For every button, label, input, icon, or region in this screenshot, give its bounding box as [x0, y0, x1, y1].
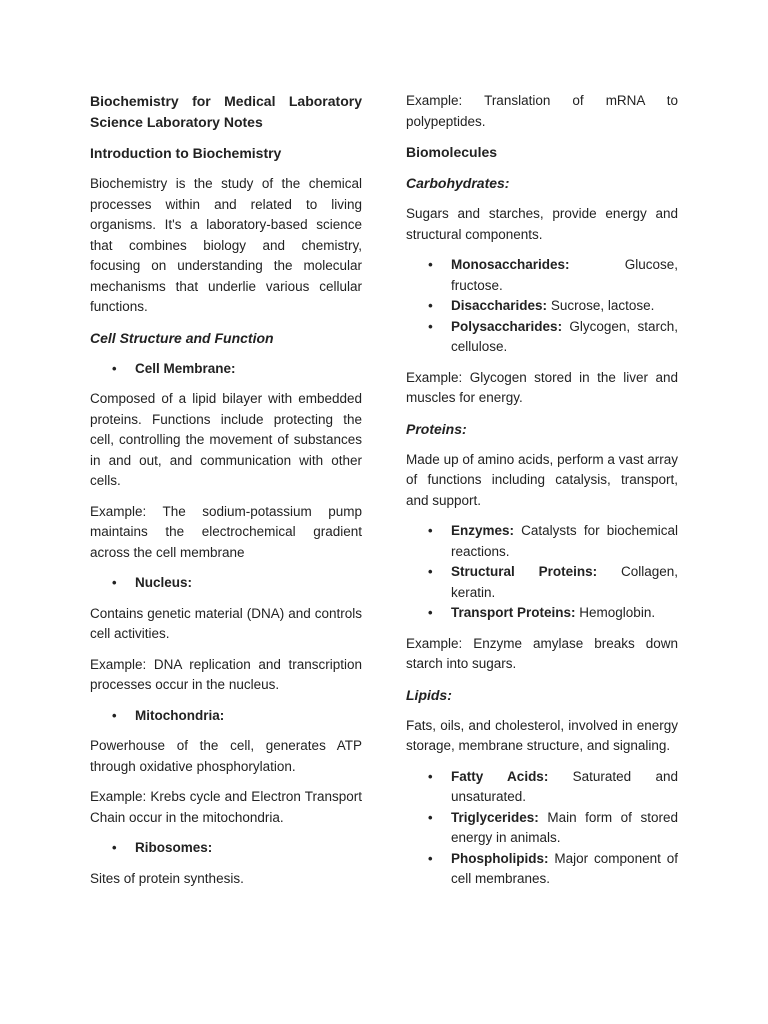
list-desc: Main form of stored energy in animals.: [451, 809, 678, 845]
bullet-icon: •: [428, 605, 433, 620]
nucleus-paragraph: Contains genetic material (DNA) and controls cell activities.: [90, 605, 362, 641]
list-item: [406, 562, 678, 603]
list-item: [406, 317, 678, 358]
mitochondria-paragraph: Powerhouse of the cell, generates ATP through oxidative phosphorylation.: [90, 738, 362, 774]
ribosomes-term: Ribosomes:: [135, 840, 213, 855]
list-term: Enzymes:: [451, 523, 515, 538]
bullet-icon: •: [428, 257, 433, 272]
list-term: Polysaccharides:: [451, 318, 563, 334]
membrane-term: Cell Membrane:: [135, 360, 236, 376]
list-item: [90, 573, 362, 594]
list-desc: Catalysts for biochemical reactions.: [451, 523, 678, 559]
bullet-icon: •: [428, 768, 433, 784]
bullet-icon: •: [428, 809, 433, 825]
lipids-paragraph: Fats, oils, and cholesterol, involved in energy storage, membrane structure, and signaling.: [406, 717, 678, 753]
bullet-icon: •: [112, 575, 117, 590]
list-desc: Saturated and unsaturated.: [451, 768, 678, 804]
list-term: Monosaccharides:: [451, 257, 570, 272]
list-term: Structural Proteins:: [451, 564, 598, 579]
ribosomes-paragraph: Sites of protein synthesis.: [90, 870, 244, 886]
list-desc: Collagen, keratin.: [451, 564, 678, 600]
carbohydrates-heading: Carbohydrates:: [406, 175, 510, 191]
proteins-list: [406, 521, 678, 624]
list-desc: Glycogen, starch, cellulose.: [451, 318, 678, 354]
list-term: Transport Proteins:: [451, 605, 576, 620]
carbohydrates-list: [406, 255, 678, 358]
list-item: [90, 359, 362, 380]
intro-heading: Introduction to Biochemistry: [90, 145, 282, 161]
ribosomes-list: [90, 838, 362, 859]
mitochondria-term: Mitochondria:: [135, 707, 225, 723]
bullet-icon: •: [428, 564, 433, 579]
carbohydrates-example: Example: Glycogen stored in the liver and muscles for energy.: [406, 369, 678, 405]
mitochondria-list: [90, 706, 362, 727]
membrane-list: [90, 359, 362, 380]
list-item: [406, 521, 678, 562]
list-term: Triglycerides:: [451, 809, 539, 825]
list-desc: Glucose, fructose.: [451, 257, 678, 293]
cell-structure-heading: Cell Structure and Function: [90, 329, 274, 346]
intro-paragraph: Biochemistry is the study of the chemical processes within and related to living organisms. It's a laboratory-based science that combines biology and chemistry, focusing on understanding the molecular mechanisms that underlie various cellular functions.: [90, 176, 362, 314]
list-term: Fatty Acids:: [451, 768, 549, 784]
left-column: [90, 91, 362, 899]
biomolecules-heading: Biomolecules: [406, 144, 498, 160]
document-title: Biochemistry for Medical Laboratory Science Laboratory Notes: [90, 93, 362, 130]
bullet-icon: •: [112, 707, 117, 723]
nucleus-term: Nucleus:: [135, 575, 193, 590]
proteins-heading: Proteins:: [406, 420, 467, 437]
right-column: [406, 91, 678, 900]
list-item: [90, 706, 362, 727]
list-item: [406, 603, 678, 624]
bullet-icon: •: [428, 523, 433, 538]
nucleus-example: Example: DNA replication and transcription processes occur in the nucleus.: [90, 656, 362, 692]
proteins-paragraph: Made up of amino acids, perform a vast array of functions including catalysis, transport, and support.: [406, 451, 678, 508]
list-term: Phospholipids:: [451, 850, 549, 866]
bullet-icon: •: [428, 850, 433, 866]
list-item: [406, 296, 678, 317]
list-desc: Hemoglobin.: [575, 605, 656, 620]
proteins-example: Example: Enzyme amylase breaks down starch into sugars.: [406, 635, 678, 671]
membrane-paragraph: Composed of a lipid bilayer with embedded proteins. Functions include protecting the cell, controlling the movement of substances in and out, and communication with other cells.: [90, 391, 362, 488]
list-desc: Major component of cell membranes.: [451, 850, 678, 886]
mitochondria-example: Example: Krebs cycle and Electron Transport Chain occur in the mitochondria.: [90, 789, 362, 825]
nucleus-list: [90, 573, 362, 594]
lipids-list: [406, 767, 678, 890]
list-term: Disaccharides:: [451, 298, 548, 313]
list-item: [406, 255, 678, 296]
list-item: [90, 838, 362, 859]
list-item: [406, 767, 678, 808]
bullet-icon: •: [428, 298, 433, 313]
bullet-icon: •: [112, 840, 117, 855]
list-item: [406, 849, 678, 890]
carbohydrates-paragraph: Sugars and starches, provide energy and structural components.: [406, 206, 678, 242]
list-desc: Sucrose, lactose.: [547, 298, 655, 313]
list-item: [406, 808, 678, 849]
lipids-heading: Lipids:: [406, 686, 452, 703]
ribosomes-example: Example: Translation of mRNA to polypeptides.: [406, 93, 678, 129]
bullet-icon: •: [112, 360, 117, 376]
bullet-icon: •: [428, 318, 433, 334]
membrane-example: Example: The sodium-potassium pump maintains the electrochemical gradient across the cell membrane: [90, 503, 362, 560]
